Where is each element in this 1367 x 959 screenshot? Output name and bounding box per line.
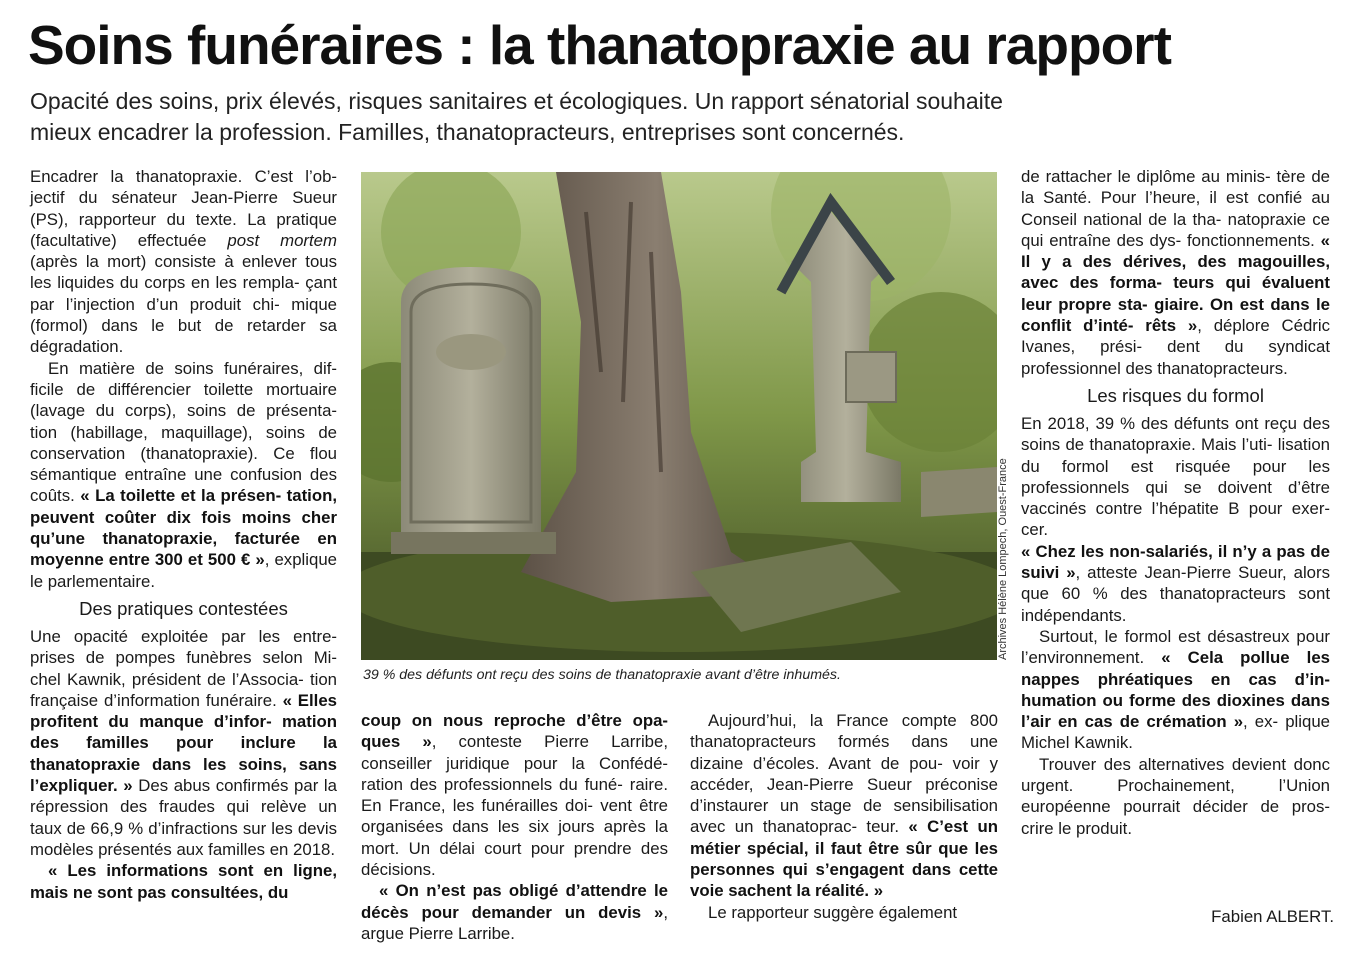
- paragraph: [30, 860, 337, 903]
- text: En 2018, 39 % des défunts ont reçu des soins de thanatopraxie. Mais l’uti- lisation du formol est risquée pour les professionnels qui se doivent d’être vaccinés contre l’hépatite B pour exer- cer.: [1021, 413, 1330, 540]
- quote: coup on nous reproche d’être opa- ques »: [361, 711, 668, 752]
- column-3: [690, 710, 998, 923]
- text: Trouver des alternatives devient donc urgent. Prochainement, l’Union européenne pourrait décider de pros- crire le produit.: [1021, 754, 1330, 838]
- text: , atteste Jean-Pierre Sueur, alors que 60 % des thanatopracteurs sont indépendants.: [1021, 563, 1330, 625]
- text: , déplore Cédric Ivanes, prési- dent du syndicat professionnel des thanatopracteurs.: [1021, 316, 1330, 378]
- text: (après la mort) consiste à enlever tous les liquides du corps en les rempla- çant par l’injection d’un produit chi- mique (formol) dans le but de retarder sa dégradation.: [30, 252, 337, 357]
- text: Aujourd’hui, la France compte 800 thanatopracteurs formés dans une dizaine d’écoles. Avant de pou- voir y accéder, Jean-Pierre Sueur préconise d’instaurer un stage de sensibilisation avec un thanatoprac- teur.: [690, 711, 998, 837]
- paragraph: [690, 710, 998, 902]
- paragraph: [1021, 754, 1330, 839]
- text: Une opacité exploitée par les entre- prises de pompes funèbres selon Mi- chel Kawnik, président de l’Associa- tion française d’information funéraire.: [30, 626, 337, 710]
- column-2: [361, 710, 668, 944]
- cemetery-photo: [361, 172, 997, 660]
- text: de rattacher le diplôme au minis- tère de la Santé. Pour l’heure, il est confié au Conseil national de la tha- natopraxie ce qui entraîne des dys- fonctionnements.: [1021, 167, 1330, 250]
- paragraph: [1021, 541, 1330, 626]
- quote: « Elles profitent du manque d’infor- mation des familles pour inclure la thanatopraxie dans les soins, sans l’expliquer. »: [30, 690, 337, 796]
- column-4: [1021, 166, 1330, 839]
- quote: « Les informations sont en ligne, mais ne sont pas consultées, du: [30, 861, 337, 902]
- text: Encadrer la thanatopraxie. C’est l’ob- jectif du sénateur Jean-Pierre Sueur (PS), rapporteur du texte. La pratique (facultative) effectuée: [30, 167, 337, 250]
- quote: « La toilette et la présen- tation, peuvent coûter dix fois moins cher qu’une thanatopraxie, facturée en moyenne entre 300 et 500 € »: [30, 486, 337, 570]
- article-title: Soins funéraires : la thanatopraxie au rapport: [28, 14, 1171, 76]
- column-1: [30, 166, 337, 903]
- text: , ex- plique Michel Kawnik.: [1021, 712, 1330, 753]
- paragraph: [30, 626, 337, 860]
- article-subtitle: [30, 86, 1340, 148]
- italic-text: post mortem: [227, 230, 337, 250]
- paragraph: [361, 710, 668, 880]
- text: Des abus confirmés par la répression des fraudes qui relève un taux de 66,9 % d’infractions sur les devis modèles présentés aux familles en 2018.: [30, 776, 337, 859]
- photo-illustration: [361, 172, 997, 660]
- photo-caption: 39 % des défunts ont reçu des soins de thanatopraxie avant d’être inhumés.: [363, 667, 841, 683]
- paragraph: [1021, 413, 1330, 541]
- quote: « Chez les non-salariés, il n’y a pas de suivi »: [1021, 541, 1330, 583]
- paragraph: [690, 902, 998, 923]
- text: , conteste Pierre Larribe, conseiller juridique pour la Confédé- ration des professionnels du funé- raire. En France, les funérailles doi- vent être organisées dans les six jours après la mort. Un délai court pour prendre des décisions.: [361, 732, 668, 880]
- text: En matière de soins funéraires, dif- ficile de différencier toilette mortuaire (lavage du corps), soins de présenta- tion (habillage, maquillage), soins de conservation (thanatopraxie). Ce flou sémantique entraîne une confusion des coûts.: [30, 358, 337, 506]
- subtitle-line-1: Opacité des soins, prix élevés, risques sanitaires et écologiques. Un rapport sénatorial souhaite: [30, 88, 1003, 114]
- paragraph: [1021, 166, 1330, 379]
- text: , explique le parlementaire.: [30, 550, 337, 591]
- text: Le rapporteur suggère également: [708, 902, 958, 922]
- quote: « Cela pollue les nappes phréatiques en cas d’in- humation ou forme des dioxines dans l’air en cas de crémation »: [1021, 648, 1330, 732]
- subtitle-line-2: mieux encadrer la profession. Familles, thanatopracteurs, entreprises sont concernés.: [30, 119, 905, 145]
- paragraph: [361, 880, 668, 944]
- quote: « Il y a des dérives, des magouilles, avec des forma- teurs qui évaluent leur propre sta- giaire. On est dans le conflit d’inté- rêts »: [1021, 230, 1330, 336]
- photo-credit: Archives Hélène Lompech, Ouest-France: [997, 458, 1009, 660]
- paragraph: [30, 358, 337, 592]
- text: , argue Pierre Larribe.: [361, 902, 668, 943]
- quote: « On n’est pas obligé d’attendre le décès pour demander un devis »: [361, 881, 668, 922]
- quote: « C’est un métier spécial, il faut être sûr que les personnes qui s’engagent dans cette voie sachent la réalité. »: [690, 817, 999, 901]
- paragraph: [1021, 626, 1330, 754]
- text: Surtout, le formol est désastreux pour l’environnement.: [1021, 626, 1330, 668]
- section-heading: Des pratiques contestées: [79, 597, 288, 619]
- byline: Fabien ALBERT.: [1211, 907, 1334, 926]
- paragraph: [30, 166, 337, 358]
- section-heading: Les risques du formol: [1087, 384, 1264, 406]
